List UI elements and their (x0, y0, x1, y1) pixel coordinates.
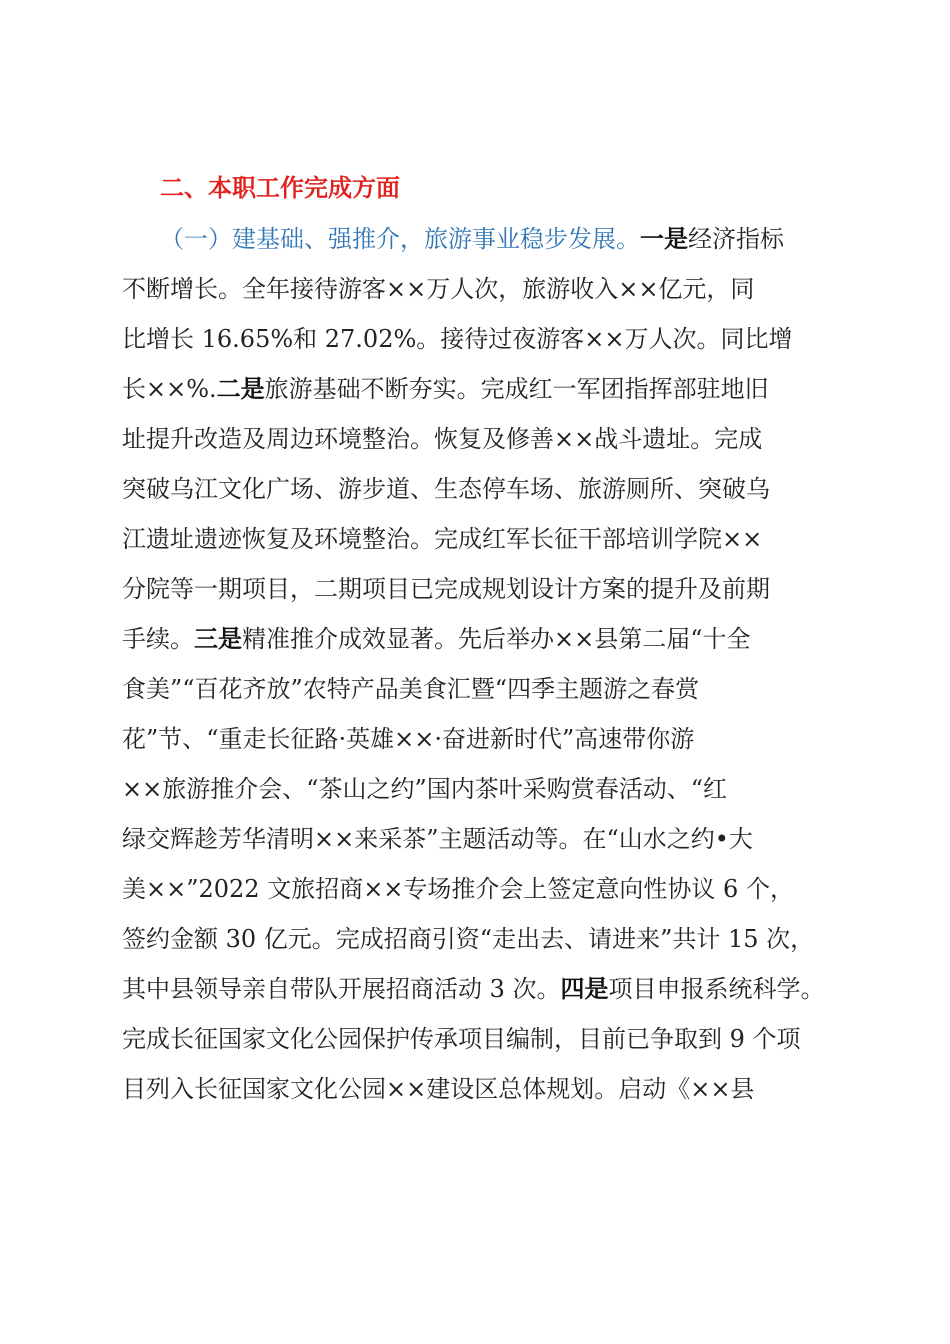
paragraph-line: 江遗址遗迹恢复及环境整治。完成红军长征干部培训学院×× (122, 525, 763, 553)
paragraph-line-1: （一）建基础、强推介，旅游事业稳步发展。一是经济指标 (160, 224, 784, 253)
paragraph-line: 美××”2022 文旅招商××专场推介会上签定意向性协议 6 个， (122, 875, 794, 903)
paragraph-line: 长××%.二是旅游基础不断夯实。完成红一军团指挥部驻地旧 (122, 374, 769, 403)
point-marker: 四是 (560, 974, 609, 1003)
paragraph-line: 突破乌江文化广场、游步道、生态停车场、旅游厕所、突破乌 (122, 475, 770, 503)
point-marker: 一是 (640, 224, 688, 253)
point-marker: 二是 (216, 374, 265, 403)
paragraph-line: 目列入长征国家文化公园××建设区总体规划。启动《××县 (122, 1075, 755, 1103)
section-heading: 二、本职工作完成方面 (160, 174, 400, 202)
paragraph-line: 分院等一期项目，二期项目已完成规划设计方案的提升及前期 (122, 575, 770, 603)
paragraph-line: 花”节、“重走长征路·英雄××·奋进新时代”高速带你游 (122, 725, 695, 753)
point-marker: 三是 (194, 624, 242, 653)
paragraph-line: 完成长征国家文化公园保护传承项目编制，目前已争取到 9 个项 (122, 1025, 801, 1053)
paragraph-line: ××旅游推介会、“茶山之约”国内茶叶采购赏春活动、“红 (122, 775, 728, 803)
sub-heading: （一）建基础、强推介，旅游事业稳步发展。 (160, 225, 640, 253)
paragraph-line: 其中县领导亲自带队开展招商活动 3 次。四是项目申报系统科学。 (122, 974, 825, 1003)
paragraph-line: 址提升改造及周边环境整治。恢复及修善××战斗遗址。完成 (122, 425, 763, 453)
paragraph-line: 比增长 16.65%和 27.02%。接待过夜游客××万人次。同比增 (122, 325, 793, 353)
paragraph-line: 手续。三是精准推介成效显著。先后举办××县第二届“十全 (122, 624, 751, 653)
paragraph-line: 签约金额 30 亿元。完成招商引资“走出去、请进来”共计 15 次， (122, 925, 815, 953)
paragraph-line: 食美”“百花齐放”农特产品美食汇暨“四季主题游之春赏 (122, 675, 700, 703)
paragraph-line: 绿交辉趁芳华清明××来采茶”主题活动等。在“山水之约•大 (122, 825, 753, 853)
paragraph-line: 不断增长。全年接待游客××万人次，旅游收入××亿元，同 (122, 275, 755, 303)
